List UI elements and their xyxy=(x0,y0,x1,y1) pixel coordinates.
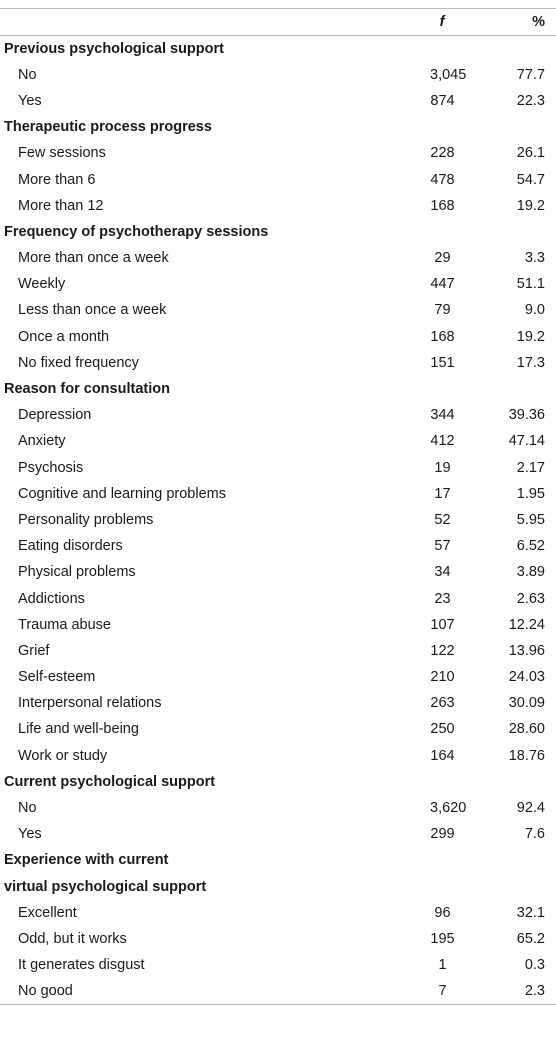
table-row xyxy=(0,140,556,166)
frequency-cell: 447 xyxy=(430,276,455,293)
frequency-cell: 344 xyxy=(430,407,455,424)
frequency-cell: 210 xyxy=(430,669,455,686)
frequency-cell: 7 xyxy=(438,983,447,1000)
percent-cell: 5.95 xyxy=(516,511,545,528)
table-row xyxy=(0,88,556,114)
percent-cell: 2.63 xyxy=(516,590,545,607)
table-row xyxy=(0,690,556,716)
row-label: It generates disgust xyxy=(18,957,145,974)
frequency-cell: 250 xyxy=(430,721,455,738)
section-header-row xyxy=(0,847,556,873)
row-label: No xyxy=(18,66,37,83)
percent-cell: 30.09 xyxy=(508,695,545,712)
table-row xyxy=(0,324,556,350)
row-label: No xyxy=(18,800,37,817)
header-label xyxy=(0,9,330,36)
table-row xyxy=(0,900,556,926)
section-title: Reason for consultation xyxy=(4,381,170,398)
section-title: virtual psychological support xyxy=(4,878,207,895)
percent-cell: 3.3 xyxy=(524,250,545,267)
row-label: No fixed frequency xyxy=(18,354,139,371)
frequency-cell: 164 xyxy=(430,747,455,764)
percent-cell: 22.3 xyxy=(516,92,545,109)
section-header-row xyxy=(0,376,556,402)
frequency-cell: 122 xyxy=(430,642,455,659)
table-row xyxy=(0,193,556,219)
percent-cell: 9.0 xyxy=(524,302,545,319)
row-label: More than once a week xyxy=(18,250,169,267)
table-row xyxy=(0,428,556,454)
frequency-cell: 228 xyxy=(430,145,455,162)
frequency-cell: 52 xyxy=(434,511,451,528)
section-title: Experience with current xyxy=(4,852,169,869)
section-title: Current psychological support xyxy=(4,773,216,790)
table-row xyxy=(0,166,556,192)
frequency-cell: 34 xyxy=(434,564,451,581)
percent-cell: 12.24 xyxy=(508,616,545,633)
frequency-cell: 57 xyxy=(434,538,451,555)
row-label: Physical problems xyxy=(18,564,136,581)
table-row xyxy=(0,559,556,585)
frequency-cell: 3,045 xyxy=(430,66,467,83)
percent-cell: 19.2 xyxy=(516,328,545,345)
table-row xyxy=(0,978,556,1004)
section-header-row xyxy=(0,874,556,900)
percent-cell: 19.2 xyxy=(516,197,545,214)
table-row xyxy=(0,455,556,481)
row-label: Anxiety xyxy=(18,433,66,450)
table-row xyxy=(0,716,556,742)
table-row xyxy=(0,821,556,847)
section-title: Previous psychological support xyxy=(4,40,224,57)
row-label: Less than once a week xyxy=(18,302,167,319)
table-row xyxy=(0,507,556,533)
frequency-cell: 3,620 xyxy=(430,800,467,817)
frequency-cell: 168 xyxy=(430,328,455,345)
row-label: Personality problems xyxy=(18,511,154,528)
table-header xyxy=(0,9,556,36)
percent-cell: 0.3 xyxy=(524,957,545,974)
section-header-row xyxy=(0,769,556,795)
row-label: Yes xyxy=(18,826,42,843)
row-label: Eating disorders xyxy=(18,538,123,555)
header-frequency: f xyxy=(439,14,445,30)
table-body xyxy=(0,36,556,1005)
section-header-row xyxy=(0,219,556,245)
table-row xyxy=(0,481,556,507)
row-label: Trauma abuse xyxy=(18,616,111,633)
table-row xyxy=(0,402,556,428)
percent-cell: 1.95 xyxy=(516,485,545,502)
percent-cell: 2.3 xyxy=(524,983,545,1000)
frequency-cell: 29 xyxy=(434,250,451,267)
table-row xyxy=(0,271,556,297)
frequency-cell: 19 xyxy=(434,459,451,476)
frequency-cell: 478 xyxy=(430,171,455,188)
row-label: Work or study xyxy=(18,747,108,764)
row-label: Grief xyxy=(18,642,50,659)
percent-cell: 13.96 xyxy=(508,642,545,659)
row-label: More than 6 xyxy=(18,171,96,188)
data-table xyxy=(0,8,556,1005)
table-row xyxy=(0,795,556,821)
percent-cell: 51.1 xyxy=(516,276,545,293)
row-label: Odd, but it works xyxy=(18,930,127,947)
percent-cell: 54.7 xyxy=(516,171,545,188)
frequency-cell: 79 xyxy=(434,302,451,319)
frequency-cell: 263 xyxy=(430,695,455,712)
frequency-cell: 17 xyxy=(434,485,451,502)
percent-cell: 92.4 xyxy=(516,800,545,817)
table-row xyxy=(0,62,556,88)
table-row xyxy=(0,926,556,952)
table-row xyxy=(0,638,556,664)
percent-cell: 32.1 xyxy=(516,904,545,921)
row-label: No good xyxy=(18,983,73,1000)
percent-cell: 77.7 xyxy=(516,66,545,83)
row-label: Once a month xyxy=(18,328,110,345)
frequency-cell: 96 xyxy=(434,904,451,921)
percent-cell: 47.14 xyxy=(508,433,545,450)
frequency-cell: 195 xyxy=(430,930,455,947)
row-label: Self-esteem xyxy=(18,669,96,686)
frequency-cell: 412 xyxy=(430,433,455,450)
row-label: More than 12 xyxy=(18,197,104,214)
row-label: Interpersonal relations xyxy=(18,695,162,712)
percent-cell: 6.52 xyxy=(516,538,545,555)
section-title: Frequency of psychotherapy sessions xyxy=(4,223,269,240)
row-label: Few sessions xyxy=(18,145,106,162)
table-row xyxy=(0,952,556,978)
percent-cell: 3.89 xyxy=(516,564,545,581)
table-row xyxy=(0,743,556,769)
row-label: Weekly xyxy=(18,276,66,293)
percent-cell: 24.03 xyxy=(508,669,545,686)
percent-cell: 26.1 xyxy=(516,145,545,162)
frequency-cell: 151 xyxy=(430,354,455,371)
row-label: Excellent xyxy=(18,904,77,921)
percent-cell: 2.17 xyxy=(516,459,545,476)
table-row xyxy=(0,297,556,323)
row-label: Cognitive and learning problems xyxy=(18,485,226,502)
row-label: Life and well-being xyxy=(18,721,139,738)
frequency-cell: 168 xyxy=(430,197,455,214)
section-header-row xyxy=(0,114,556,140)
frequency-cell: 107 xyxy=(430,616,455,633)
table-row xyxy=(0,350,556,376)
section-header-row xyxy=(0,36,556,62)
percent-cell: 65.2 xyxy=(516,930,545,947)
percent-cell: 39.36 xyxy=(508,407,545,424)
row-label: Depression xyxy=(18,407,92,424)
percent-cell: 18.76 xyxy=(508,747,545,764)
section-title: Therapeutic process progress xyxy=(4,119,212,136)
table-row xyxy=(0,664,556,690)
percent-cell: 17.3 xyxy=(516,354,545,371)
table-row xyxy=(0,245,556,271)
frequency-cell: 874 xyxy=(430,92,455,109)
header-row xyxy=(0,9,556,36)
frequency-cell: 1 xyxy=(438,957,447,974)
frequency-cell: 299 xyxy=(430,826,455,843)
table-row xyxy=(0,612,556,638)
row-label: Addictions xyxy=(18,590,85,607)
frequency-cell: 23 xyxy=(434,590,451,607)
row-label: Psychosis xyxy=(18,459,84,476)
table-row xyxy=(0,533,556,559)
header-percent: % xyxy=(532,14,545,30)
percent-cell: 7.6 xyxy=(524,826,545,843)
percent-cell: 28.60 xyxy=(508,721,545,738)
table-row xyxy=(0,585,556,611)
row-label: Yes xyxy=(18,92,42,109)
